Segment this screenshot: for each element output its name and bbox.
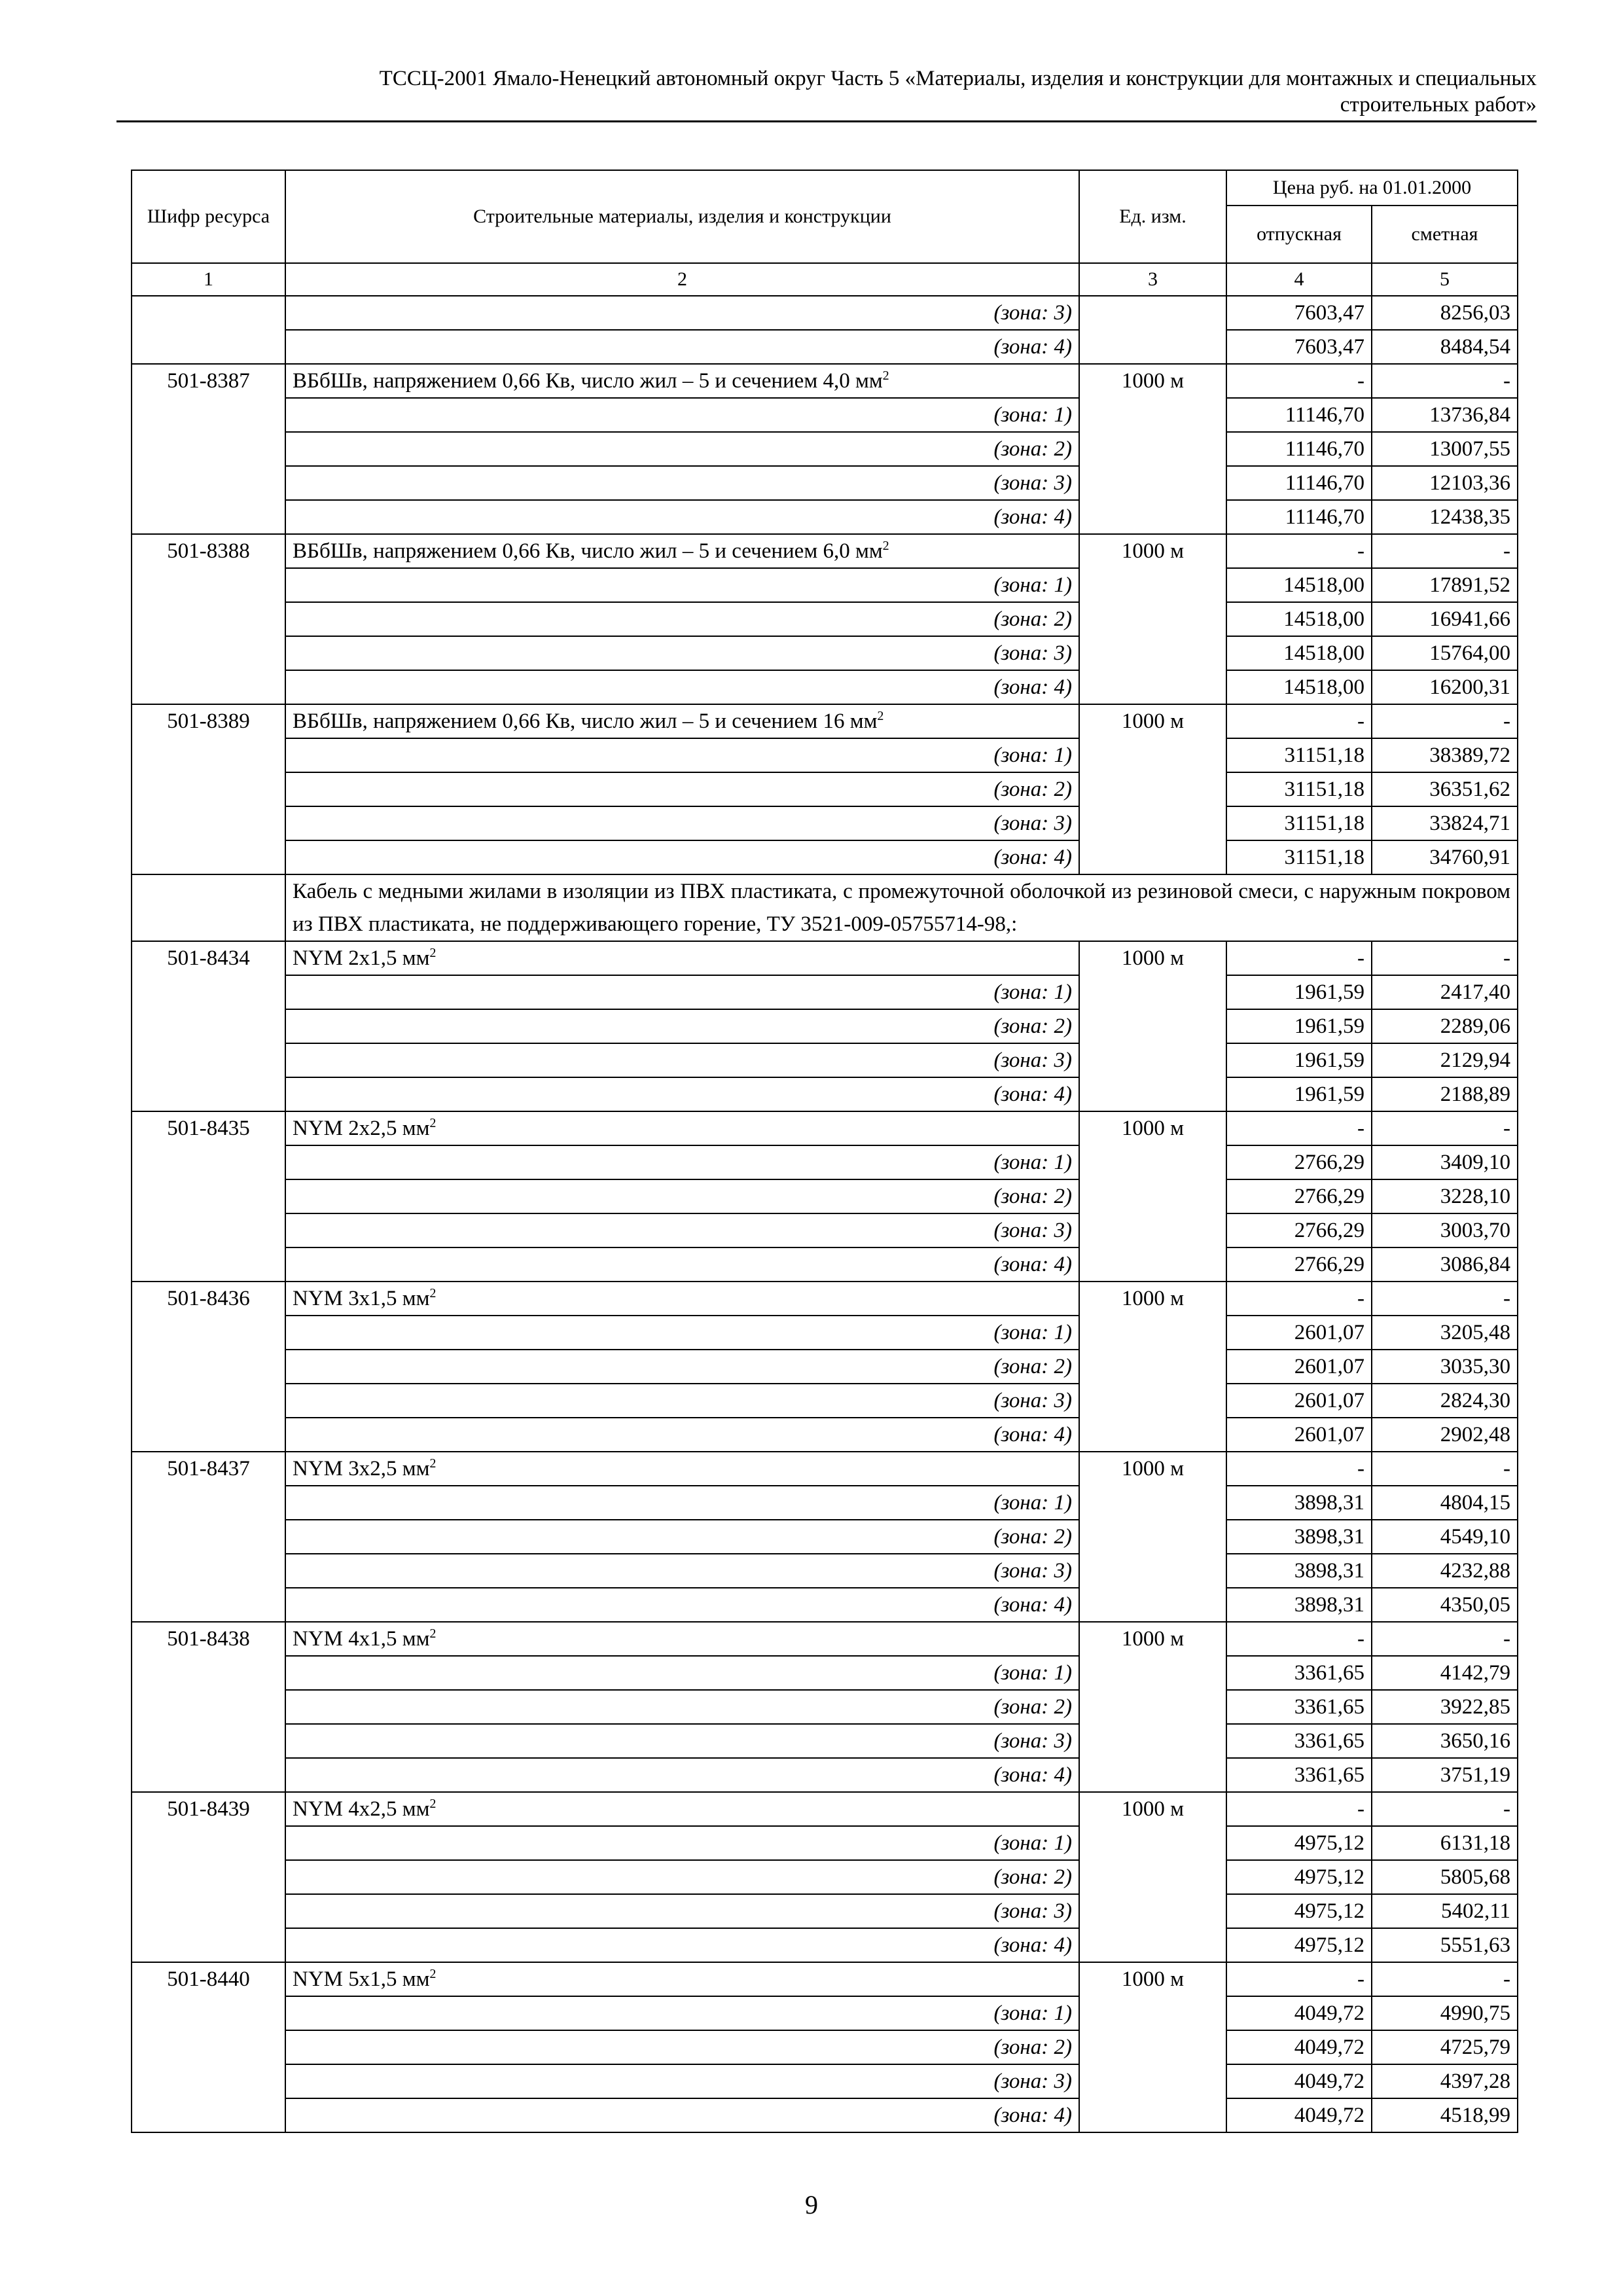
- estimate-price: 4804,15: [1372, 1486, 1518, 1520]
- zone-label: (зона: 4): [285, 1758, 1079, 1792]
- zone-label: (зона: 3): [285, 1554, 1079, 1588]
- resource-code: 501-8435: [132, 1111, 285, 1282]
- zone-row: [132, 1724, 1518, 1758]
- zone-label: (зона: 2): [285, 1860, 1079, 1894]
- release-price: 11146,70: [1226, 466, 1372, 500]
- zone-label: (зона: 3): [285, 806, 1079, 840]
- unit-of-measure: 1000 м: [1079, 941, 1226, 1111]
- release-price: -: [1226, 704, 1372, 738]
- zone-row: [132, 1486, 1518, 1520]
- table-body-b: [132, 941, 1518, 2132]
- release-price: 4049,72: [1226, 2098, 1372, 2132]
- section-title: Кабель с медными жилами в изоляции из ПВХ пластиката, с промежуточной оболочкой из резиновой смеси, с наружным покровом из ПВХ пластиката, не поддерживающего горение, ТУ 3521-009-05755714-98,:: [285, 874, 1518, 941]
- estimate-price: 16941,66: [1372, 602, 1518, 636]
- material-name-text: ВБбШв, напряжением 0,66 Кв, число жил – 5 и сечением 4,0 мм: [293, 369, 883, 393]
- release-price: 14518,00: [1226, 602, 1372, 636]
- zone-label: (зона: 2): [285, 432, 1079, 466]
- release-price: 3898,31: [1226, 1554, 1372, 1588]
- release-price: 14518,00: [1226, 568, 1372, 602]
- release-price: 1961,59: [1226, 1077, 1372, 1111]
- zone-row: [132, 1588, 1518, 1622]
- zone-row: [132, 568, 1518, 602]
- zone-row: [132, 738, 1518, 772]
- zone-row: [132, 2030, 1518, 2064]
- zone-row: [132, 1179, 1518, 1213]
- estimate-price: -: [1372, 1452, 1518, 1486]
- table-row: [132, 1962, 1518, 1996]
- zone-row: [132, 1554, 1518, 1588]
- estimate-price: 33824,71: [1372, 806, 1518, 840]
- price-table: [131, 170, 1518, 2133]
- estimate-price: 4232,88: [1372, 1554, 1518, 1588]
- zone-label: (зона: 3): [285, 296, 1079, 330]
- material-name-text: ВБбШв, напряжением 0,66 Кв, число жил – 5 и сечением 6,0 мм: [293, 539, 883, 563]
- resource-code: 501-8434: [132, 941, 285, 1111]
- resource-code: 501-8389: [132, 704, 285, 874]
- release-price: 3898,31: [1226, 1486, 1372, 1520]
- release-price: 1961,59: [1226, 1009, 1372, 1043]
- table-row: [132, 1452, 1518, 1486]
- estimate-price: 2188,89: [1372, 1077, 1518, 1111]
- estimate-price: 8484,54: [1372, 330, 1518, 364]
- estimate-price: 5551,63: [1372, 1928, 1518, 1962]
- zone-row: [132, 1350, 1518, 1384]
- estimate-price: 8256,03: [1372, 296, 1518, 330]
- estimate-price: -: [1372, 534, 1518, 568]
- zone-label: (зона: 3): [285, 1724, 1079, 1758]
- estimate-price: -: [1372, 1111, 1518, 1145]
- zone-row: [132, 1418, 1518, 1452]
- material-name-text: NYM 3х1,5 мм: [293, 1287, 430, 1310]
- material-name: [285, 704, 1079, 738]
- estimate-price: 2824,30: [1372, 1384, 1518, 1418]
- col-number: 2: [285, 263, 1079, 296]
- release-price: 3361,65: [1226, 1690, 1372, 1724]
- estimate-price: 3205,48: [1372, 1316, 1518, 1350]
- unit-of-measure-empty: [1079, 296, 1226, 364]
- superscript: 2: [429, 1967, 437, 1981]
- resource-code: 501-8440: [132, 1962, 285, 2132]
- zone-row: [132, 636, 1518, 670]
- zone-label: (зона: 2): [285, 1179, 1079, 1213]
- release-price: -: [1226, 941, 1372, 975]
- zone-row: [132, 1656, 1518, 1690]
- material-name: [285, 1452, 1079, 1486]
- superscript: 2: [429, 1286, 437, 1300]
- estimate-price: 3650,16: [1372, 1724, 1518, 1758]
- unit-of-measure: 1000 м: [1079, 534, 1226, 704]
- release-price: 1961,59: [1226, 975, 1372, 1009]
- estimate-price: 17891,52: [1372, 568, 1518, 602]
- release-price: 4049,72: [1226, 2030, 1372, 2064]
- material-name: [285, 1792, 1079, 1826]
- zone-row: [132, 1894, 1518, 1928]
- release-price: 1961,59: [1226, 1043, 1372, 1077]
- zone-row: [132, 975, 1518, 1009]
- unit-of-measure: 1000 м: [1079, 1792, 1226, 1962]
- zone-label: (зона: 3): [285, 2064, 1079, 2098]
- material-name-text: NYM 4х2,5 мм: [293, 1797, 430, 1821]
- col-name-header: Строительные материалы, изделия и конструкции: [285, 170, 1079, 263]
- table-row: [132, 704, 1518, 738]
- release-price: 31151,18: [1226, 840, 1372, 874]
- column-numbers-row: [132, 263, 1518, 296]
- resource-code-empty: [132, 296, 285, 364]
- zone-row: [132, 1758, 1518, 1792]
- release-price: 14518,00: [1226, 670, 1372, 704]
- zone-row: [132, 772, 1518, 806]
- release-price: 4975,12: [1226, 1894, 1372, 1928]
- section-row: [132, 874, 1518, 941]
- col-estimate-header: сметная: [1372, 206, 1518, 263]
- superscript: 2: [877, 709, 884, 723]
- zone-label: (зона: 4): [285, 1247, 1079, 1282]
- table-row: [132, 1792, 1518, 1826]
- material-name-text: NYM 2х2,5 мм: [293, 1117, 430, 1140]
- release-price: 2766,29: [1226, 1179, 1372, 1213]
- superscript: 2: [429, 1797, 437, 1811]
- unit-of-measure: 1000 м: [1079, 704, 1226, 874]
- estimate-price: 3035,30: [1372, 1350, 1518, 1384]
- col-price-header: Цена руб. на 01.01.2000: [1226, 170, 1518, 206]
- release-price: 2766,29: [1226, 1145, 1372, 1179]
- zone-label: (зона: 3): [285, 1894, 1079, 1928]
- estimate-price: 2902,48: [1372, 1418, 1518, 1452]
- material-name: [285, 1622, 1079, 1656]
- release-price: 2766,29: [1226, 1213, 1372, 1247]
- col-number: 1: [132, 263, 285, 296]
- resource-code: 501-8388: [132, 534, 285, 704]
- zone-label: (зона: 1): [285, 1145, 1079, 1179]
- release-price: -: [1226, 1282, 1372, 1316]
- zone-row: [132, 1860, 1518, 1894]
- zone-label: (зона: 4): [285, 1588, 1079, 1622]
- zone-label: (зона: 3): [285, 1043, 1079, 1077]
- zone-label: (зона: 2): [285, 602, 1079, 636]
- zone-row: [132, 1928, 1518, 1962]
- superscript: 2: [882, 539, 889, 553]
- zone-label: (зона: 1): [285, 1826, 1079, 1860]
- zone-label: (зона: 3): [285, 636, 1079, 670]
- zone-row: [132, 602, 1518, 636]
- resource-code: 501-8437: [132, 1452, 285, 1622]
- table-row: [132, 941, 1518, 975]
- release-price: 4049,72: [1226, 2064, 1372, 2098]
- release-price: 2601,07: [1226, 1350, 1372, 1384]
- release-price: 7603,47: [1226, 296, 1372, 330]
- table-row: [132, 534, 1518, 568]
- release-price: 31151,18: [1226, 806, 1372, 840]
- estimate-price: 4990,75: [1372, 1996, 1518, 2030]
- estimate-price: 15764,00: [1372, 636, 1518, 670]
- zone-row: [132, 1009, 1518, 1043]
- release-price: 4975,12: [1226, 1826, 1372, 1860]
- estimate-price: 4549,10: [1372, 1520, 1518, 1554]
- section-code-cell: [132, 874, 285, 941]
- table-row: [132, 1111, 1518, 1145]
- material-name: [285, 1111, 1079, 1145]
- superscript: 2: [882, 368, 889, 383]
- release-price: 2766,29: [1226, 1247, 1372, 1282]
- estimate-price: -: [1372, 704, 1518, 738]
- unit-of-measure: 1000 м: [1079, 1282, 1226, 1452]
- release-price: 3361,65: [1226, 1758, 1372, 1792]
- unit-of-measure: 1000 м: [1079, 364, 1226, 534]
- zone-label: (зона: 4): [285, 1077, 1079, 1111]
- material-name: [285, 1282, 1079, 1316]
- zone-label: (зона: 1): [285, 975, 1079, 1009]
- estimate-price: -: [1372, 1792, 1518, 1826]
- estimate-price: 3409,10: [1372, 1145, 1518, 1179]
- estimate-price: 13736,84: [1372, 398, 1518, 432]
- zone-row: [132, 1520, 1518, 1554]
- estimate-price: -: [1372, 1622, 1518, 1656]
- col-number: 3: [1079, 263, 1226, 296]
- estimate-price: 4397,28: [1372, 2064, 1518, 2098]
- release-price: 31151,18: [1226, 738, 1372, 772]
- table-row: [132, 1282, 1518, 1316]
- zone-row: [132, 500, 1518, 534]
- zone-label: (зона: 2): [285, 2030, 1079, 2064]
- estimate-price: 5805,68: [1372, 1860, 1518, 1894]
- estimate-price: 38389,72: [1372, 738, 1518, 772]
- unit-of-measure: 1000 м: [1079, 1622, 1226, 1792]
- resource-code: 501-8387: [132, 364, 285, 534]
- zone-label: (зона: 1): [285, 398, 1079, 432]
- zone-label: (зона: 1): [285, 568, 1079, 602]
- estimate-price: 12438,35: [1372, 500, 1518, 534]
- zone-label: (зона: 4): [285, 1418, 1079, 1452]
- estimate-price: 3003,70: [1372, 1213, 1518, 1247]
- release-price: -: [1226, 1622, 1372, 1656]
- zone-label: (зона: 4): [285, 2098, 1079, 2132]
- zone-label: (зона: 3): [285, 466, 1079, 500]
- zone-label: (зона: 2): [285, 1009, 1079, 1043]
- estimate-price: 12103,36: [1372, 466, 1518, 500]
- release-price: 4975,12: [1226, 1928, 1372, 1962]
- zone-label: (зона: 3): [285, 1213, 1079, 1247]
- estimate-price: 6131,18: [1372, 1826, 1518, 1860]
- release-price: 2601,07: [1226, 1418, 1372, 1452]
- zone-row: [132, 1043, 1518, 1077]
- release-price: -: [1226, 1962, 1372, 1996]
- release-price: 4975,12: [1226, 1860, 1372, 1894]
- estimate-price: 3751,19: [1372, 1758, 1518, 1792]
- superscript: 2: [429, 946, 437, 960]
- zone-row: [132, 398, 1518, 432]
- zone-row: [132, 466, 1518, 500]
- zone-row: [132, 1690, 1518, 1724]
- col-release-header: отпускная: [1226, 206, 1372, 263]
- release-price: 3898,31: [1226, 1588, 1372, 1622]
- estimate-price: 4350,05: [1372, 1588, 1518, 1622]
- zone-label: (зона: 2): [285, 1350, 1079, 1384]
- zone-label: (зона: 1): [285, 1656, 1079, 1690]
- release-price: 11146,70: [1226, 398, 1372, 432]
- zone-label: (зона: 1): [285, 1996, 1079, 2030]
- material-name-text: ВБбШв, напряжением 0,66 Кв, число жил – 5 и сечением 16 мм: [293, 709, 878, 733]
- estimate-price: -: [1372, 941, 1518, 975]
- col-number: 4: [1226, 263, 1372, 296]
- zone-label: (зона: 4): [285, 670, 1079, 704]
- zone-row: [132, 1996, 1518, 2030]
- release-price: 14518,00: [1226, 636, 1372, 670]
- material-name-text: NYM 2х1,5 мм: [293, 946, 430, 970]
- header-line-1: ТССЦ-2001 Ямало-Ненецкий автономный округ Часть 5 «Материалы, изделия и конструкции для монтажных и специальных: [379, 67, 1537, 90]
- release-price: 11146,70: [1226, 432, 1372, 466]
- estimate-price: 3922,85: [1372, 1690, 1518, 1724]
- zone-row: [132, 670, 1518, 704]
- superscript: 2: [429, 1626, 437, 1641]
- zone-row: [132, 840, 1518, 874]
- zone-row: [132, 1145, 1518, 1179]
- zone-row: [132, 2098, 1518, 2132]
- estimate-price: 4142,79: [1372, 1656, 1518, 1690]
- zone-row: [132, 330, 1518, 364]
- release-price: 7603,47: [1226, 330, 1372, 364]
- unit-of-measure: 1000 м: [1079, 1962, 1226, 2132]
- zone-label: (зона: 4): [285, 330, 1079, 364]
- zone-label: (зона: 1): [285, 1486, 1079, 1520]
- zone-row: [132, 1384, 1518, 1418]
- col-code-header: Шифр ресурса: [132, 170, 285, 263]
- estimate-price: 5402,11: [1372, 1894, 1518, 1928]
- resource-code: 501-8439: [132, 1792, 285, 1962]
- material-name: [285, 941, 1079, 975]
- estimate-price: -: [1372, 1962, 1518, 1996]
- zone-label: (зона: 4): [285, 500, 1079, 534]
- estimate-price: 36351,62: [1372, 772, 1518, 806]
- page-number: 9: [805, 2190, 818, 2219]
- release-price: -: [1226, 364, 1372, 398]
- release-price: 31151,18: [1226, 772, 1372, 806]
- material-name: [285, 534, 1079, 568]
- estimate-price: -: [1372, 1282, 1518, 1316]
- release-price: 3898,31: [1226, 1520, 1372, 1554]
- zone-row: [132, 1077, 1518, 1111]
- zone-row: [132, 2064, 1518, 2098]
- release-price: -: [1226, 1792, 1372, 1826]
- col-number: 5: [1372, 263, 1518, 296]
- estimate-price: 16200,31: [1372, 670, 1518, 704]
- release-price: 4049,72: [1226, 1996, 1372, 2030]
- release-price: -: [1226, 534, 1372, 568]
- table-row: [132, 1622, 1518, 1656]
- estimate-price: -: [1372, 364, 1518, 398]
- resource-code: 501-8436: [132, 1282, 285, 1452]
- release-price: 11146,70: [1226, 500, 1372, 534]
- resource-code: 501-8438: [132, 1622, 285, 1792]
- table-row: [132, 364, 1518, 398]
- zone-label: (зона: 4): [285, 840, 1079, 874]
- material-name-text: NYM 5х1,5 мм: [293, 1967, 430, 1991]
- section-row-group: [132, 874, 1518, 941]
- release-price: 2601,07: [1226, 1384, 1372, 1418]
- zone-row: [132, 1213, 1518, 1247]
- zone-row: [132, 1247, 1518, 1282]
- material-name-text: NYM 4х1,5 мм: [293, 1627, 430, 1651]
- estimate-price: 2289,06: [1372, 1009, 1518, 1043]
- release-price: 3361,65: [1226, 1656, 1372, 1690]
- estimate-price: 2417,40: [1372, 975, 1518, 1009]
- zone-label: (зона: 1): [285, 738, 1079, 772]
- unit-of-measure: 1000 м: [1079, 1452, 1226, 1622]
- zone-row: [132, 1826, 1518, 1860]
- zone-label: (зона: 3): [285, 1384, 1079, 1418]
- zone-row: [132, 432, 1518, 466]
- zone-row: [132, 1316, 1518, 1350]
- unit-of-measure: 1000 м: [1079, 1111, 1226, 1282]
- zone-label: (зона: 2): [285, 1690, 1079, 1724]
- header-rule: [116, 120, 1537, 122]
- estimate-price: 13007,55: [1372, 432, 1518, 466]
- table-body-a: [132, 296, 1518, 874]
- release-price: -: [1226, 1452, 1372, 1486]
- release-price: -: [1226, 1111, 1372, 1145]
- material-name: [285, 364, 1079, 398]
- zone-row: [132, 296, 1518, 330]
- estimate-price: 3086,84: [1372, 1247, 1518, 1282]
- estimate-price: 4518,99: [1372, 2098, 1518, 2132]
- material-name: [285, 1962, 1079, 1996]
- zone-label: (зона: 2): [285, 772, 1079, 806]
- zone-label: (зона: 2): [285, 1520, 1079, 1554]
- estimate-price: 34760,91: [1372, 840, 1518, 874]
- estimate-price: 3228,10: [1372, 1179, 1518, 1213]
- zone-label: (зона: 1): [285, 1316, 1079, 1350]
- header-line-2: строительных работ»: [1340, 93, 1537, 117]
- release-price: 2601,07: [1226, 1316, 1372, 1350]
- col-unit-header: Ед. изм.: [1079, 170, 1226, 263]
- material-name-text: NYM 3х2,5 мм: [293, 1457, 430, 1480]
- estimate-price: 4725,79: [1372, 2030, 1518, 2064]
- zone-row: [132, 806, 1518, 840]
- zone-label: (зона: 4): [285, 1928, 1079, 1962]
- page-header: [116, 65, 1537, 118]
- release-price: 3361,65: [1226, 1724, 1372, 1758]
- superscript: 2: [429, 1456, 437, 1471]
- estimate-price: 2129,94: [1372, 1043, 1518, 1077]
- superscript: 2: [429, 1116, 437, 1130]
